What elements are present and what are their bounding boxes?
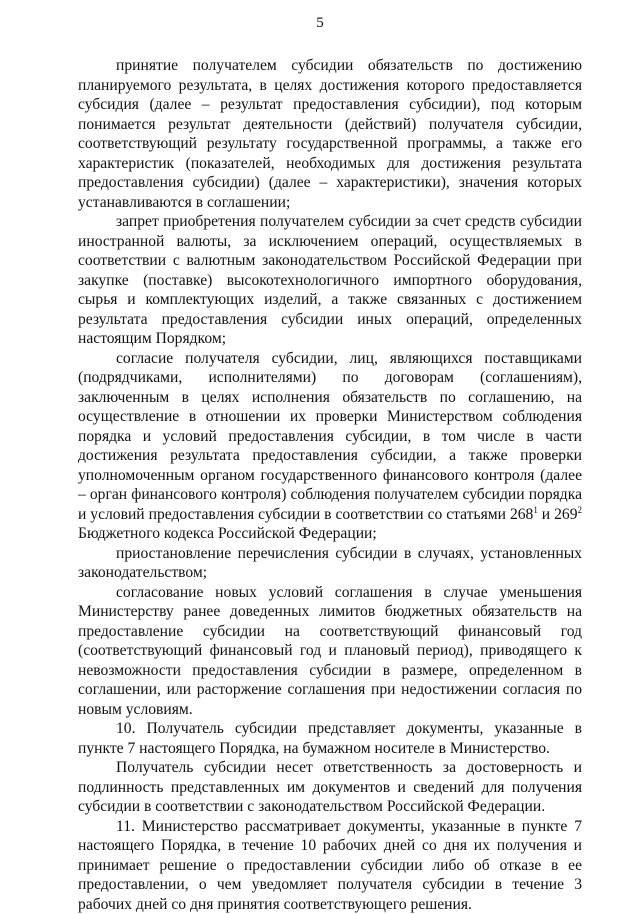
article-superscript-1: 1 [533, 505, 538, 515]
paragraph-currency-ban: запрет приобретения получателем субсидии за счет средств субсидии иностранной валюты, за исключением операций, осуществляемых в соответствии с валютным законодательством Российской Федерации при закупке (поставке) высокотехнологичного импортного оборудования, сырья и комплектующих изделий, а также связанных с достижением результата предоставления субсидии иных операций, определенных настоящим Порядком; [78, 212, 582, 349]
document-body [78, 56, 582, 914]
paragraph-suspension: приостановление перечисления субсидии в случаях, установленных законодательством; [78, 544, 582, 583]
paragraph-inspection-consent [78, 349, 582, 544]
paragraph-new-conditions: согласование новых условий соглашения в случае уменьшения Министерству ранее доведенных лимитов бюджетных обязательств на предоставление субсидии на соответствующий финансовый год (соответствующий финансовый год и плановый период), приводящего к невозможности предоставления субсидии в размере, определенном в соглашении, или расторжение соглашения при недостижении согласия по новым условиям. [78, 583, 582, 720]
paragraph-inspection-text-before: согласие получателя субсидии, лиц, являющихся поставщиками (подрядчиками, исполнителями) по договорам (соглашениям), заключенным в целях исполнения обязательств по соглашению, на осуществление в отношении их проверки Министерством соблюдения порядка и условий предоставления субсидии, в том числе в части достижения результата предоставления субсидии, а также проверки уполномоченным органом государственного финансового контроля (далее – орган финансового контроля) соблюдения получателем субсидии порядка и условий предоставления субсидии в соответствии со статьями 268 [78, 350, 582, 523]
paragraph-item-11: 11. Министерство рассматривает документы, указанные в пункте 7 настоящего Порядка, в течение 10 рабочих дней со дня их получения и принимает решение о предоставлении субсидии либо об отказе в ее предоставлении, о чем уведомляет получателя субсидии в течение 3 рабочих дней со дня принятия соответствующего решения. [78, 817, 582, 914]
paragraph-responsibility: Получатель субсидии несет ответственность за достоверность и подлинность представленных им документов и сведений для получения субсидии в соответствии с законодательством Российской Федерации. [78, 758, 582, 817]
paragraph-inspection-text-mid: и 269 [538, 506, 578, 523]
article-superscript-2: 2 [578, 505, 583, 515]
paragraph-result-obligation: принятие получателем субсидии обязательств по достижению планируемого результата, в целях достижения которого предоставляется субсидия (далее – результат предоставления субсидии), под которым понимается результат деятельности (действий) получателя субсидии, соответствующий результату государственной программы, а также его характеристик (показателей, необходимых для достижения результата предоставления субсидии) (далее – характеристики), значения которых устанавливаются в соглашении; [78, 56, 582, 212]
paragraph-inspection-text-after: Бюджетного кодекса Российской Федерации; [78, 525, 377, 542]
page-number: 5 [0, 14, 640, 32]
paragraph-item-10: 10. Получатель субсидии представляет документы, указанные в пункте 7 настоящего Порядка, на бумажном носителе в Министерство. [78, 719, 582, 758]
